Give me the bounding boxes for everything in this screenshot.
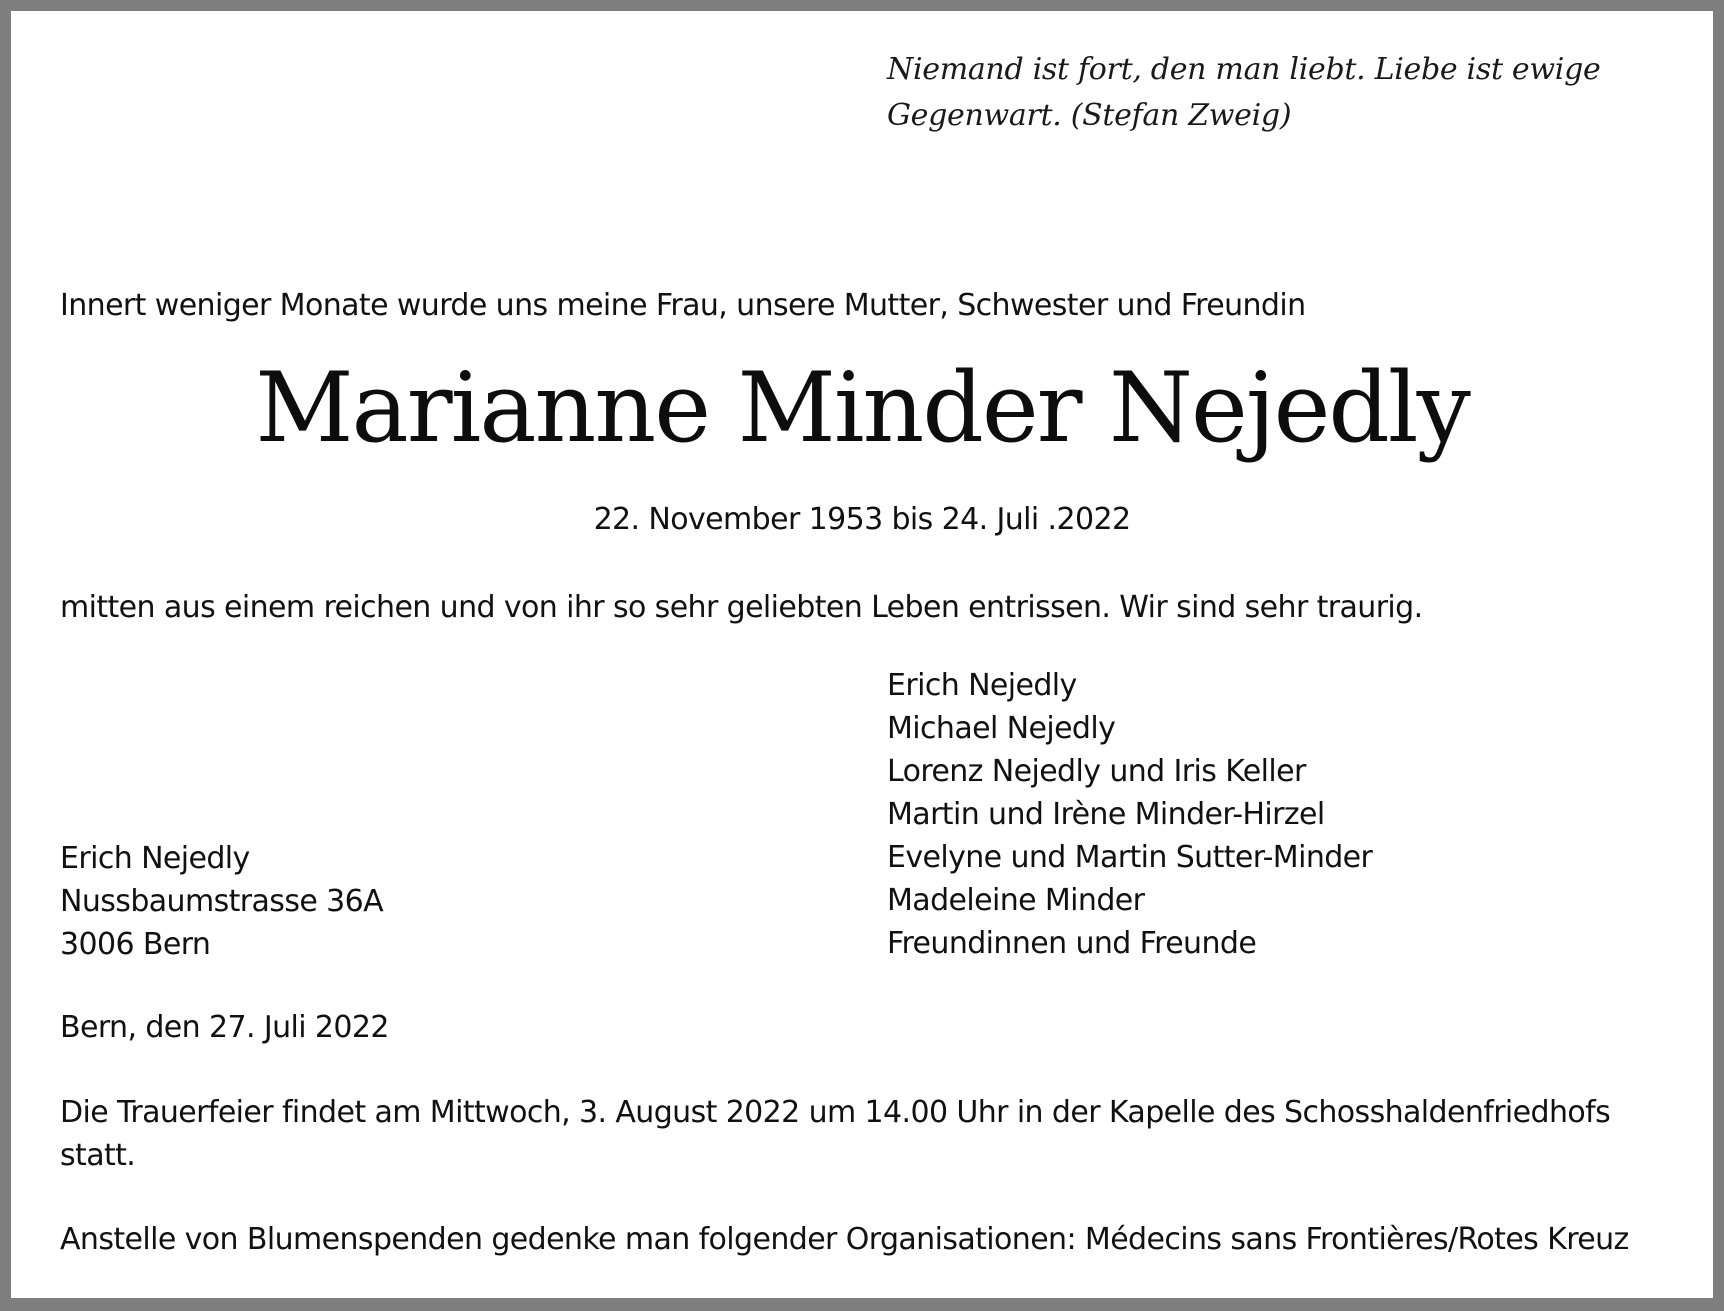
donation-info: Anstelle von Blumenspenden gedenke man folgender Organisationen: Médecins sans Frontières/Rotes Kreuz — [60, 1222, 1629, 1257]
quote-line-2: Gegenwart. (Stefan Zweig) — [887, 98, 1292, 133]
mourner-item: Erich Nejedly — [887, 668, 1077, 703]
mourner-item: Lorenz Nejedly und Iris Keller — [887, 754, 1306, 789]
deceased-name: Marianne Minder Nejedly — [255, 352, 1469, 464]
mourner-item: Martin und Irène Minder-Hirzel — [887, 797, 1325, 832]
address-name: Erich Nejedly — [60, 841, 250, 876]
mourner-item: Michael Nejedly — [887, 711, 1116, 746]
epigraph-quote — [887, 47, 1677, 139]
funeral-info: Die Trauerfeier findet am Mittwoch, 3. August 2022 um 14.00 Uhr in der Kapelle des Schosshaldenfriedhofs statt. — [60, 1095, 1611, 1173]
closing-sentence: mitten aus einem reichen und von ihr so sehr geliebten Leben entrissen. Wir sind sehr traurig. — [60, 590, 1423, 625]
mourner-item: Freundinnen und Freunde — [887, 926, 1257, 961]
address-city: 3006 Bern — [60, 927, 211, 962]
mourner-item: Madeleine Minder — [887, 883, 1145, 918]
intro-text: Innert weniger Monate wurde uns meine Frau, unsere Mutter, Schwester und Freundin — [60, 288, 1306, 323]
life-dates: 22. November 1953 bis 24. Juli .2022 — [593, 502, 1131, 537]
obituary-page — [11, 11, 1713, 1298]
quote-line-1: Niemand ist fort, den man liebt. Liebe ist ewige — [887, 52, 1601, 87]
address-street: Nussbaumstrasse 36A — [60, 884, 384, 919]
contact-address — [60, 837, 383, 966]
mourner-item: Evelyne und Martin Sutter-Minder — [887, 840, 1373, 875]
place-and-date: Bern, den 27. Juli 2022 — [60, 1010, 389, 1045]
mourners-list — [887, 664, 1372, 965]
